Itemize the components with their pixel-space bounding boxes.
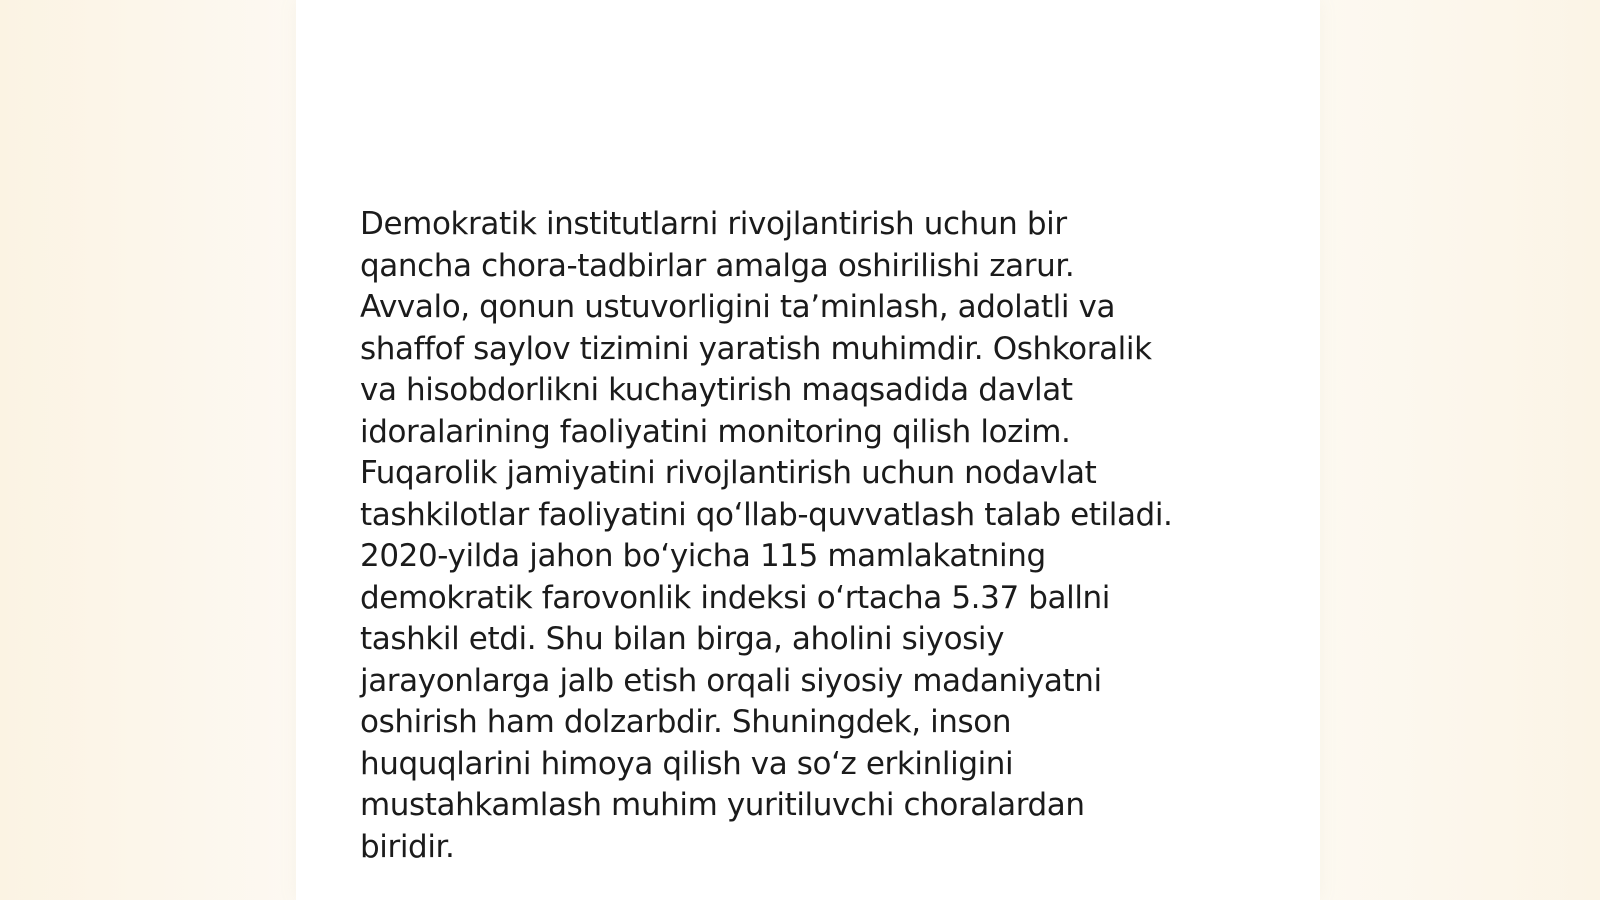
page-background-left [0,0,296,900]
document-body-text: Demokratik institutlarni rivojlantirish uchun bir qancha chora-tadbirlar amalga oshirilishi zarur. Avvalo, qonun ustuvorligini ta’minlash, adolatli va shaffof saylov tizimini yaratish muhimdir. Oshkoralik va hisobdorlikni kuchaytirish maqsadida davlat idoralarining faoliyatini monitoring qilish lozim. Fuqarolik jamiyatini rivojlantirish uchun nodavlat tashkilotlar faoliyatini qo‘llab-quvvatlash talab etiladi. 2020-yilda jahon bo‘yicha 115 mamlakatning demokratik farovonlik indeksi o‘rtacha 5.37 ballni tashkil etdi. Shu bilan birga, aholini siyosiy jarayonlarga jalb etish orqali siyosiy madaniyatni oshirish ham dolzarbdir. Shuningdek, inson huquqlarini himoya qilish va so‘z erkinligini mustahkamlash muhim yuritiluvchi choralardan biridir. [360,206,1173,865]
document-page [296,0,1320,900]
page-background-right [1320,0,1600,900]
